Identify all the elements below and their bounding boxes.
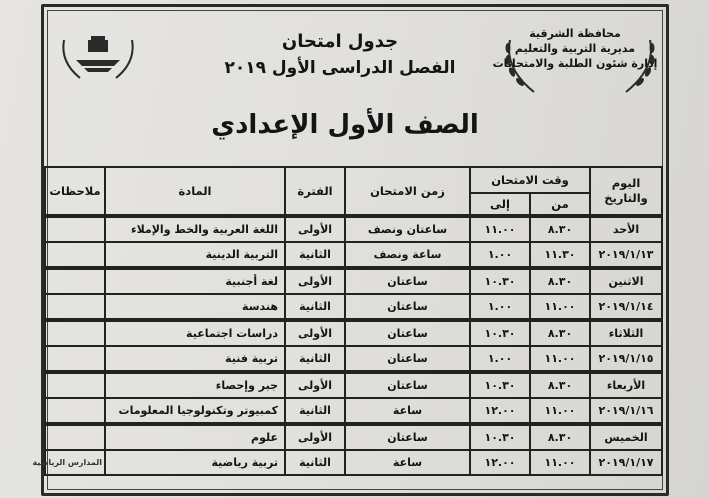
day-cell: ٢٠١٩/١/١٦ [590, 398, 662, 424]
from-cell: ٨.٣٠ [530, 372, 590, 398]
to-cell: ١.٠٠ [470, 294, 530, 320]
org-line-administration: إدارة شئون الطلبة والامتحانات [492, 57, 658, 70]
period-cell: الأولى [285, 372, 345, 398]
notes-cell [45, 372, 105, 398]
notes-cell [45, 398, 105, 424]
duration-cell: ساعتان [345, 346, 470, 372]
header-period: الفترة [285, 167, 345, 216]
table-row [45, 294, 662, 320]
exam-schedule-table [32, 166, 661, 476]
header-to: إلى [470, 193, 530, 216]
duration-cell: ساعتان [345, 268, 470, 294]
day-cell: الاثنين [590, 268, 662, 294]
notes-cell [45, 242, 105, 268]
period-cell: الأولى [285, 216, 345, 242]
period-cell: الأولى [285, 268, 345, 294]
from-cell: ١١.٣٠ [530, 242, 590, 268]
day-cell: ٢٠١٩/١/١٤ [590, 294, 662, 320]
subject-cell: كمبيوتر وتكنولوجيا المعلومات [105, 398, 285, 424]
duration-cell: ساعة [345, 450, 470, 475]
table-row [45, 320, 662, 346]
header-duration: زمن الامتحان [345, 167, 470, 216]
to-cell: ١٠.٣٠ [470, 320, 530, 346]
duration-cell: ساعتان [345, 372, 470, 398]
period-cell: الثانية [285, 450, 345, 475]
to-cell: ١.٠٠ [470, 346, 530, 372]
subject-cell: علوم [105, 424, 285, 450]
from-cell: ٨.٣٠ [530, 320, 590, 346]
table-row [45, 242, 662, 268]
notes-cell [45, 424, 105, 450]
header-day-date: اليوم والتاريخ [590, 167, 662, 216]
to-cell: ١٠.٣٠ [470, 372, 530, 398]
from-cell: ٨.٣٠ [530, 268, 590, 294]
day-cell: الخميس [590, 424, 662, 450]
from-cell: ٨.٣٠ [530, 424, 590, 450]
from-cell: ١١.٠٠ [530, 294, 590, 320]
duration-cell: ساعتان [345, 320, 470, 346]
page-title: جدول امتحان [281, 31, 399, 52]
notes-cell [45, 294, 105, 320]
header-exam-time: وقت الامتحان [470, 167, 590, 193]
day-cell: ٢٠١٩/١/١٣ [590, 242, 662, 268]
table-row [45, 424, 662, 450]
header-notes: ملاحظات [45, 167, 105, 216]
day-cell: الأربعاء [590, 372, 662, 398]
table-row [45, 450, 662, 475]
period-cell: الأولى [285, 424, 345, 450]
notes-cell [45, 268, 105, 294]
period-cell: الثانية [285, 398, 345, 424]
day-cell: الأحد [590, 216, 662, 242]
period-cell: الثانية [285, 346, 345, 372]
org-line-governorate: محافظة الشرقية [529, 27, 621, 40]
subject-cell: تربية فنية [105, 346, 285, 372]
notes-cell [45, 320, 105, 346]
table-row [45, 372, 662, 398]
table-row [45, 398, 662, 424]
to-cell: ١٢.٠٠ [470, 398, 530, 424]
to-cell: ١٠.٣٠ [470, 268, 530, 294]
subject-cell: هندسة [105, 294, 285, 320]
subject-cell: التربية الدينية [105, 242, 285, 268]
grade-title: الصف الأول الإعدادي [211, 110, 479, 140]
duration-cell: ساعتان [345, 294, 470, 320]
from-cell: ١١.٠٠ [530, 398, 590, 424]
subject-cell: اللغة العربية والخط والإملاء [105, 216, 285, 242]
notes-cell: المدارس الرياضية [45, 450, 105, 475]
notes-cell [45, 346, 105, 372]
day-cell: ٢٠١٩/١/١٥ [590, 346, 662, 372]
to-cell: ١٢.٠٠ [470, 450, 530, 475]
from-cell: ٨.٣٠ [530, 216, 590, 242]
duration-cell: ساعتان [345, 424, 470, 450]
term-title: الفصل الدراسى الأول ٢٠١٩ [224, 58, 456, 78]
duration-cell: ساعة [345, 398, 470, 424]
subject-cell: جبر وإحصاء [105, 372, 285, 398]
duration-cell: ساعتان ونصف [345, 216, 470, 242]
org-line-directorate: مديرية التربية والتعليم [514, 42, 636, 55]
period-cell: الأولى [285, 320, 345, 346]
duration-cell: ساعة ونصف [345, 242, 470, 268]
table-row [45, 346, 662, 372]
day-cell: ٢٠١٩/١/١٧ [590, 450, 662, 475]
from-cell: ١١.٠٠ [530, 346, 590, 372]
organization-block [490, 26, 660, 71]
subject-cell: تربية رياضية [105, 450, 285, 475]
subject-cell: لغة أجنبية [105, 268, 285, 294]
from-cell: ١١.٠٠ [530, 450, 590, 475]
to-cell: ١١.٠٠ [470, 216, 530, 242]
subject-cell: دراسات اجتماعية [105, 320, 285, 346]
period-cell: الثانية [285, 242, 345, 268]
title-block [175, 30, 505, 80]
notes-cell [45, 216, 105, 242]
to-cell: ١.٠٠ [470, 242, 530, 268]
table-row [45, 268, 662, 294]
table-row [45, 216, 662, 242]
ministry-logo-icon [58, 30, 138, 82]
day-cell: الثلاثاء [590, 320, 662, 346]
header-from: من [530, 193, 590, 216]
schedule-body [32, 216, 662, 475]
header-subject: المادة [105, 167, 285, 216]
period-cell: الثانية [285, 294, 345, 320]
to-cell: ١٠.٣٠ [470, 424, 530, 450]
